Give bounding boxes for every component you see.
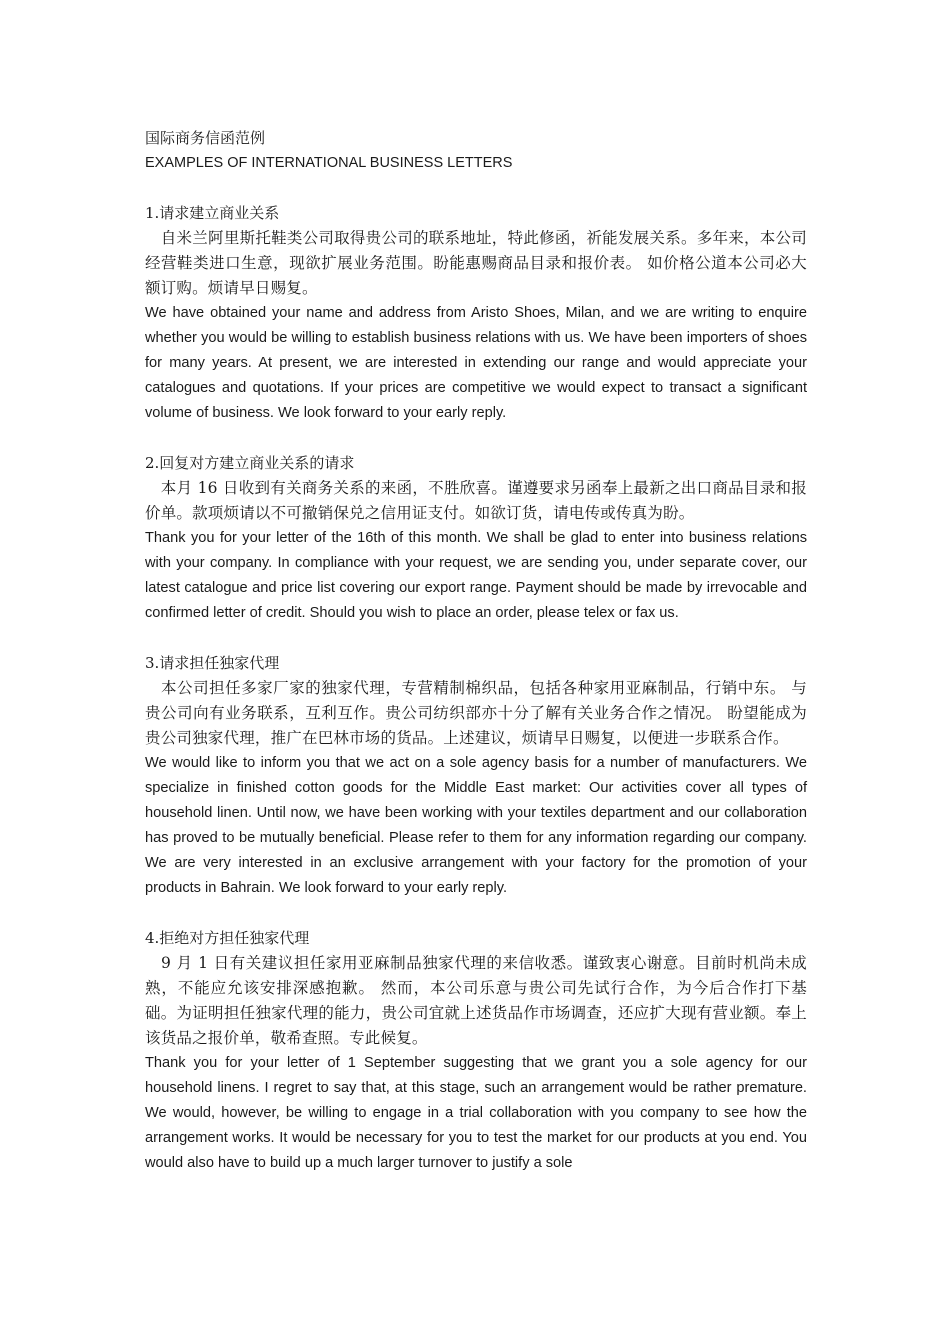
document-title-zh: 国际商务信函范例 <box>145 129 266 147</box>
spacer <box>145 626 807 651</box>
section-chinese-text: 自米兰阿里斯托鞋类公司取得贵公司的联系地址，特此修函，祈能发展关系。多年来，本公司经营鞋类进口生意，现欲扩展业务范围。盼能惠赐商品目录和报价表。 如价格公道本公司必大额订购。烦请早日赐复。 <box>145 229 807 297</box>
section-chinese-text: 9 月 1 日有关建议担任家用亚麻制品独家代理的来信收悉。谨致衷心谢意。目前时机尚未成熟，不能应允该安排深感抱歉。 然而，本公司乐意与贵公司先试行合作，为今后合作打下基础。为证明担任独家代理的能力，贵公司宜就上述货品作市场调查，还应扩大现有营业额。奉上该货品之报价单，敬希查照。专此候复。 <box>145 954 807 1047</box>
section-heading: 4.拒绝对方担任独家代理 <box>145 929 310 947</box>
section-heading: 1.请求建立商业关系 <box>145 204 280 222</box>
section-chinese-text: 本月 16 日收到有关商务关系的来函，不胜欣喜。谨遵要求另函奉上最新之出口商品目录和报价单。款项烦请以不可撤销保兑之信用证支付。如欲订货，请电传或传真为盼。 <box>145 479 807 522</box>
section-chinese-text: 本公司担任多家厂家的独家代理，专营精制棉织品，包括各种家用亚麻制品，行销中东。 与贵公司向有业务联系，互利互作。贵公司纺织部亦十分了解有关业务合作之情况。 盼望能成为贵公司独家代理，推广在巴林市场的货品。上述建议，烦请早日赐复，以便进一步联系合作。 <box>145 679 807 747</box>
letter-section-1 <box>145 201 807 426</box>
section-english-text: Thank you for your letter of 1 September suggesting that we grant you a sole agency for our household linens. I regret to say that, at this stage, such an arrangement would be rather premature. We would, however, be willing to engage in a trial collaboration with you company to see how the arrangement works. It would be necessary for you to test the market for our products at you end. You would also have to build up a much larger turnover to justify a sole <box>145 1055 807 1171</box>
section-heading: 3.请求担任独家代理 <box>145 654 280 672</box>
section-english-text: Thank you for your letter of the 16th of this month. We shall be glad to enter into business relations with your company. In compliance with your request, we are sending you, under separate cover, our latest catalogue and price list covering our export range. Payment should be made by irrevocable and confirmed letter of credit. Should you wish to place an order, please telex or fax us. <box>145 530 807 621</box>
letter-section-3 <box>145 651 807 901</box>
letter-section-4 <box>145 926 807 1176</box>
section-english-text: We would like to inform you that we act on a sole agency basis for a number of manufacturers. We specialize in finished cotton goods for the Middle East market: Our activities cover all types of household linen. Until now, we have been working with your textiles department and our collaboration has proved to be mutually beneficial. Please refer to them for any information regarding our company. We are very interested in an exclusive arrangement with your factory for the promotion of your products in Bahrain. We look forward to your early reply. <box>145 755 807 896</box>
spacer <box>145 426 807 451</box>
section-english-text: We have obtained your name and address from Aristo Shoes, Milan, and we are writing to enquire whether you would be willing to establish business relations with us. We have been importers of shoes for many years. At present, we are interested in extending our range and would appreciate your catalogues and quotations. If your prices are competitive we would expect to transact a significant volume of business. We look forward to your early reply. <box>145 305 807 421</box>
spacer <box>145 901 807 926</box>
document-title-en: EXAMPLES OF INTERNATIONAL BUSINESS LETTERS <box>145 155 513 171</box>
letter-section-2 <box>145 451 807 626</box>
spacer <box>145 176 807 201</box>
document-page <box>145 126 807 1176</box>
section-heading: 2.回复对方建立商业关系的请求 <box>145 454 355 472</box>
